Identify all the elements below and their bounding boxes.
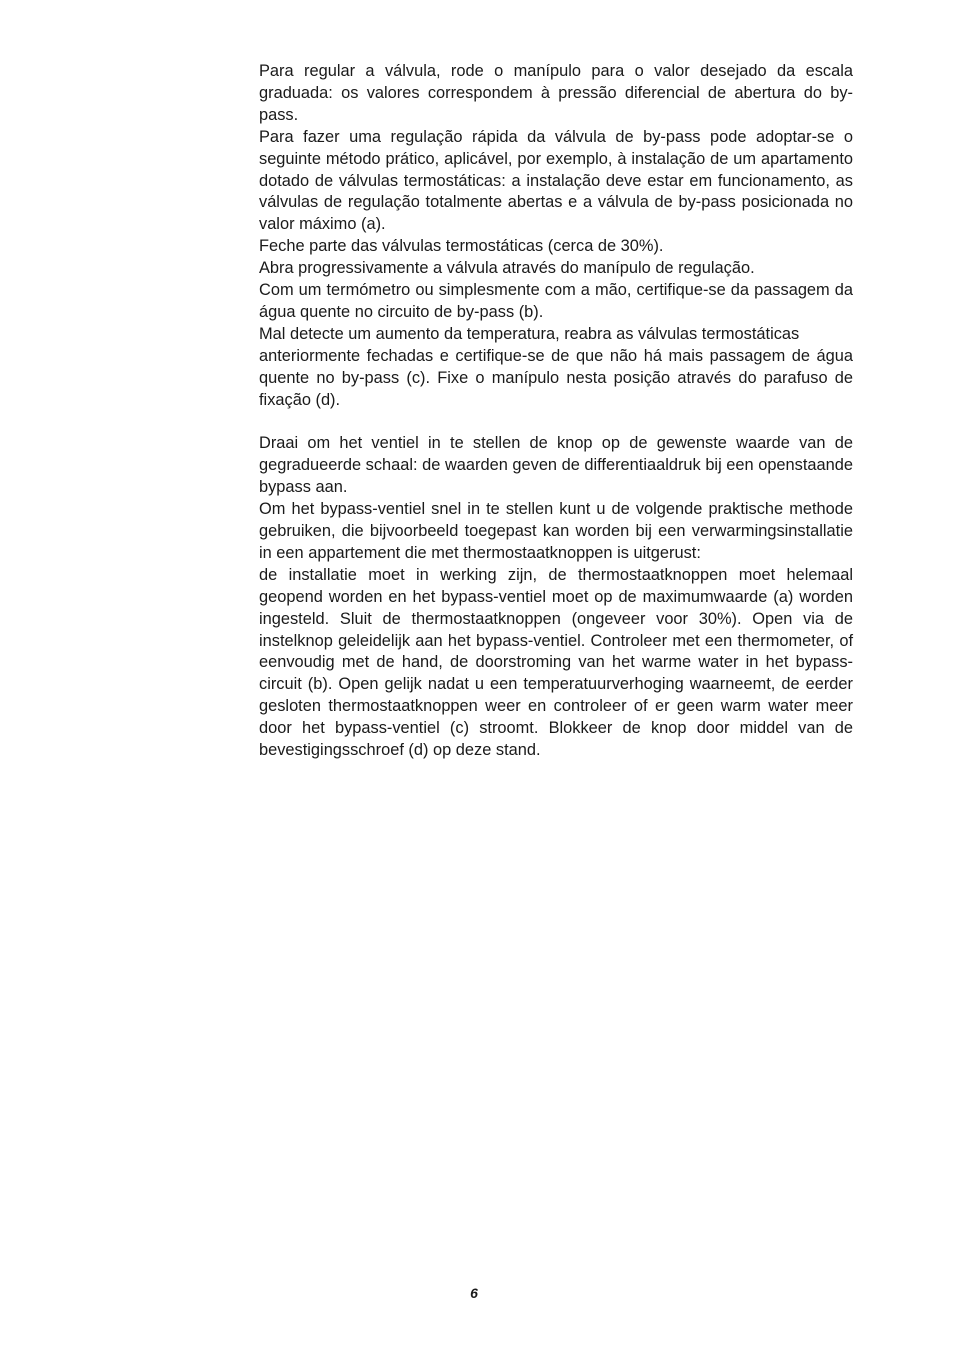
section-dutch	[259, 433, 853, 762]
paragraph: Abra progressivamente a válvula através do manípulo de regulação.	[259, 259, 755, 278]
section-spacer	[259, 412, 853, 434]
paragraph: Para regular a válvula, rode o manípulo para o valor desejado da escala graduada: os valores correspondem à pressão diferencial de abertura do by-pass.	[259, 62, 853, 124]
page-number: 6	[470, 1285, 478, 1301]
paragraph: Para fazer uma regulação rápida da válvula de by-pass pode adoptar-se o seguinte método prático, aplicável, por exemplo, à instalação de um apartamento dotado de válvulas termostáticas: a instalação deve estar em funcionamento, as válvulas de regulação totalmente abertas e a válvula de by-pass posicionada no valor máximo (a).	[259, 127, 853, 234]
section-portuguese	[259, 61, 853, 412]
paragraph: anteriormente fechadas e certifique-se de que não há mais passagem de água quente no by-pass (c). Fixe o manípulo nesta posição através do parafuso de fixação (d).	[259, 346, 853, 409]
paragraph: de installatie moet in werking zijn, de thermostaatknoppen moet helemaal geopend worden en het bypass-ventiel moet op de maximumwaarde (a) worden ingesteld. Sluit de thermostaatknoppen (ongeveer voor 30%). Open via de instelknop geleidelijk aan het bypass-ventiel. Controleer met een thermometer, of eenvoudig met de hand, de doorstroming van het warme water in het bypass-circuit (b). Open gelijk nadat u een temperatuurverhoging waarneemt, de eerder gesloten thermostaatknoppen weer en controleer of er geen warm water meer door het bypass-ventiel (c) stroomt. Blokkeer de knop door middel van de bevestigingsschroef (d) op deze stand.	[259, 565, 853, 760]
paragraph: Feche parte das válvulas termostáticas (cerca de 30%).	[259, 237, 664, 256]
text-column	[259, 61, 853, 762]
paragraph: Draai om het ventiel in te stellen de knop op de gewenste waarde van de gegradueerde schaal: de waarden geven de differentiaaldruk bij een openstaande bypass aan.	[259, 434, 853, 497]
paragraph: Mal detecte um aumento da temperatura, reabra as válvulas termostáticas	[259, 324, 800, 343]
paragraph: Com um termómetro ou simplesmente com a mão, certifique-se da passagem da água quente no circuito de by-pass (b).	[259, 281, 853, 321]
paragraph: Om het bypass-ventiel snel in te stellen kunt u de volgende praktische methode gebruiken, die bijvoorbeeld toegepast kan worden bij een verwarmingsinstallatie in een appartement die met thermostaatknoppen is uitgerust:	[259, 500, 853, 562]
